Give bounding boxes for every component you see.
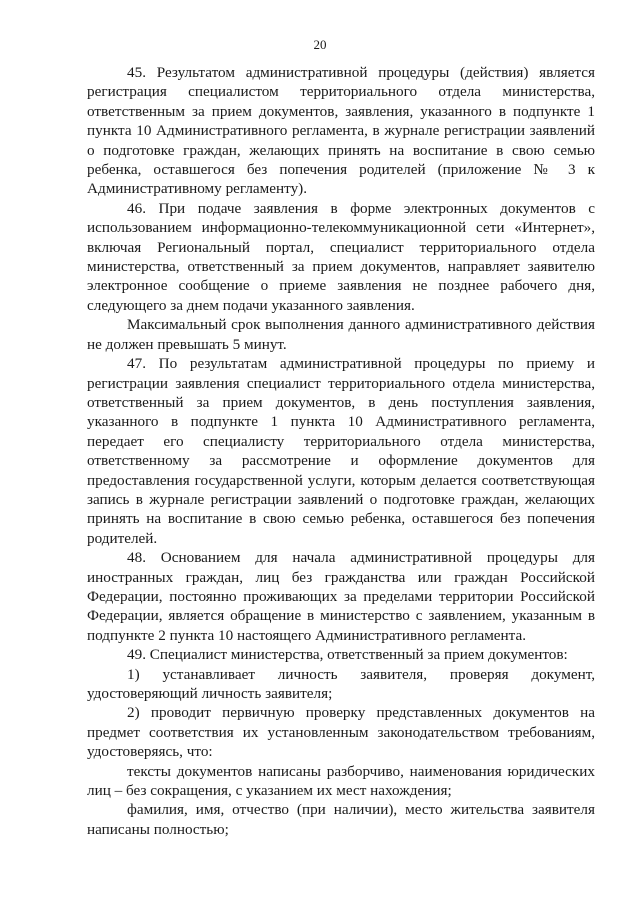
document-body <box>87 63 595 839</box>
paragraph-p49-2 <box>87 703 595 761</box>
text-line: регистрация специалистом территориального отдела министерства, <box>87 83 595 101</box>
text-line: 47. По результатам административной процедуры по приему и <box>127 355 595 373</box>
paragraph-p49-1 <box>87 665 595 704</box>
text-line: 46. При подаче заявления в форме электронных документов с <box>127 199 595 217</box>
text-line: электронное сообщение о приеме заявления не позднее рабочего дня, <box>87 277 595 295</box>
text-line: лиц – без сокращения, с указанием их мест нахождения; <box>87 782 452 800</box>
text-line: ответственному за рассмотрение и оформление документов для <box>87 452 595 470</box>
text-line: включая Региональный портал, специалист территориального отдела <box>87 238 595 256</box>
text-line: указанного в подпункте 1 пункта 10 Административного регламента, <box>87 413 595 431</box>
text-line: Максимальный срок выполнения данного административного действия <box>127 316 595 334</box>
text-line: ребенка, оставшегося без попечения родителей (приложение № 3 к <box>87 161 595 179</box>
paragraph-p45 <box>87 63 595 199</box>
text-line: ответственный за прием документов, в день поступления заявления, <box>87 393 595 411</box>
text-line: Федерации, постоянно проживающих за пределами территории Российской <box>87 587 595 605</box>
text-line: не должен превышать 5 минут. <box>87 335 287 353</box>
paragraph-p49-2b <box>87 800 595 839</box>
text-line: 48. Основанием для начала административной процедуры для <box>127 549 595 567</box>
text-line: предоставления государственной услуги, которым делается соответствующая <box>87 471 595 489</box>
text-line: запись в журнале регистрации заявлений о подготовке граждан, желающих <box>87 490 595 508</box>
text-line: фамилия, имя, отчество (при наличии), место жительства заявителя <box>127 801 595 819</box>
text-line: удостоверяясь, что: <box>87 743 213 761</box>
text-line: подпункте 2 пункта 10 настоящего Административного регламента. <box>87 626 527 644</box>
text-line: регистрации заявления специалист территориального отдела министерства, <box>87 374 595 392</box>
text-line: принять на воспитание в свою семью ребенка, оставшегося без попечения <box>87 510 595 528</box>
text-line: передает его специалисту территориального отдела министерства, <box>87 432 595 450</box>
paragraph-p49 <box>87 645 595 664</box>
text-line: пункта 10 Административного регламента, в журнале регистрации заявлений <box>87 122 595 140</box>
text-line: использованием информационно-телекоммуникационной сети «Интернет», <box>87 219 595 237</box>
text-line: тексты документов написаны разборчиво, наименования юридических <box>127 762 595 780</box>
paragraph-p46 <box>87 199 595 315</box>
page-number: 20 <box>313 37 327 52</box>
text-line: иностранных граждан, лиц без гражданства или граждан Российской <box>87 568 595 586</box>
text-line: министерства, ответственный за прием документов, направляет заявителю <box>87 258 595 276</box>
paragraph-p46b <box>87 315 595 354</box>
paragraph-p47 <box>87 354 595 548</box>
text-line: Федерации, является обращение в министерство с заявлением, указанным в <box>87 607 595 625</box>
paragraph-p48 <box>87 548 595 645</box>
text-line: написаны полностью; <box>87 820 229 838</box>
text-line: 45. Результатом административной процедуры (действия) является <box>127 64 595 81</box>
text-line: следующего за днем подачи указанного заявления. <box>87 296 415 314</box>
text-line: 49. Специалист министерства, ответственный за прием документов: <box>127 646 568 664</box>
text-line: ответственным за прием документов, заявления, указанного в подпункте 1 <box>87 102 595 120</box>
text-line: о подготовке граждан, желающих принять на воспитание в свою семью <box>87 141 595 159</box>
text-line: 2) проводит первичную проверку представленных документов на <box>127 704 595 722</box>
text-line: удостоверяющий личность заявителя; <box>87 685 333 702</box>
text-line: родителей. <box>87 529 158 547</box>
text-line: Административному регламенту). <box>87 180 308 198</box>
paragraph-p49-2a <box>87 762 595 801</box>
text-line: предмет соответствия их установленным законодательством требованиям, <box>87 723 595 741</box>
text-line: 1) устанавливает личность заявителя, проверяя документ, <box>127 665 595 683</box>
